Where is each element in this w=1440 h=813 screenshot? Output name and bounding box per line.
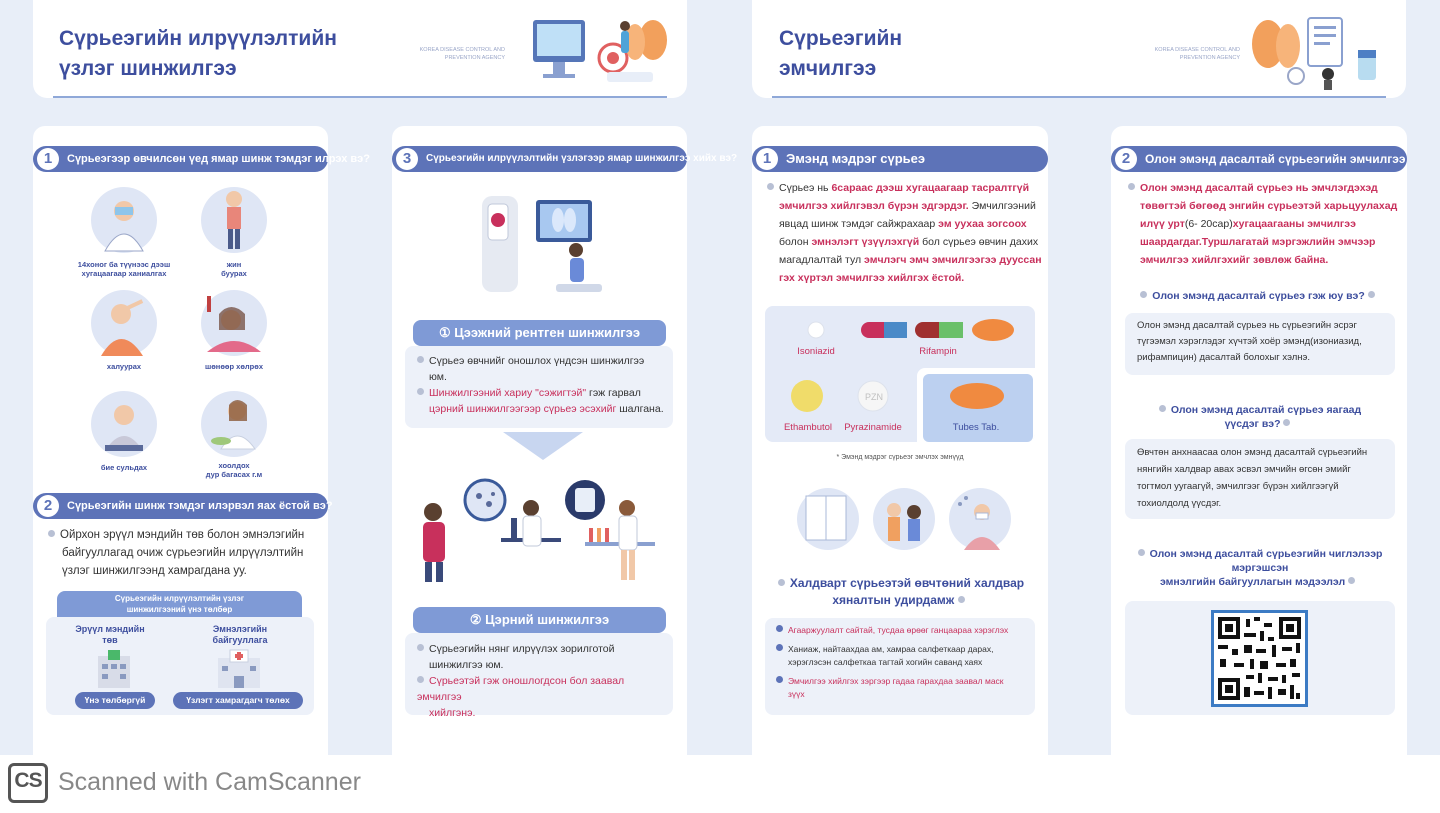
text-line: Ханиаж, найтаахдаа ам, хамраа салфеткаар дарах, [788, 644, 994, 654]
text-line: хэрэглэсэн салфеткаа тагтай хогийн саванд хаях [788, 657, 983, 667]
text-line: болон [779, 236, 812, 248]
text-line: Сүрьеэ өвчнийг оношлох үндсэн шинжилгээ [429, 355, 645, 367]
bullet-dot [1138, 549, 1145, 556]
fee-right-label [192, 624, 288, 646]
symptom-line1: шөнөөр хөлрөх [204, 362, 264, 371]
left-header [33, 0, 687, 98]
section-title: Олон эмэнд дасалтай сүрьеэгийн эмчилгээ [1145, 152, 1406, 166]
bullet-dot [1140, 291, 1147, 298]
text-line: Олон эмэнд дасалтай сүрьеэ нь эмчлэгдэхэд [1140, 182, 1378, 194]
question-text: Олон эмэнд дасалтай сүрьеэ яагаад [1170, 404, 1362, 416]
highlight-text: цэрний шинжилгээгээр сүрьеэ эсэхийг [429, 403, 617, 415]
drug-isoniazid: Isoniazid [797, 346, 835, 357]
section1-heading-left [33, 146, 370, 172]
symptom-weightloss-image [201, 187, 267, 253]
text-line: тогтмол уугаагүй, эмчилгээг бүрэн хийлгээгүй [1137, 481, 1339, 492]
section-title: Сүрьеэгийн шинж тэмдэг илэрвэл яах ёстой вэ? [67, 500, 333, 512]
bullet-dot [1128, 183, 1135, 190]
highlight-text: эмчлэгч эмч эмчилгээгээ дууссан [864, 254, 1042, 266]
right-header-underline [772, 96, 1386, 98]
bullet-dot [776, 625, 783, 632]
highlight-text: хийлгэнэ. [429, 707, 476, 719]
text-line: төвөгтэй бөгөөд энгийн сүрьеэтэй харьцуулахад [1140, 200, 1398, 212]
answer-1 [1137, 318, 1389, 366]
left-title-line1: Сүрьеэгийн илрүүлэлтийн [59, 27, 337, 50]
text-line: байгууллагад очиж сүрьеэгийн илрүүлэлтийн [62, 547, 304, 559]
highlight-text: эм уухаа зогсоох [938, 218, 1027, 230]
highlight-text: гэх хүртэл эмчилгээ хийлгэх ёстой. [779, 272, 965, 284]
question-mdr-hospitals [1125, 547, 1395, 589]
bullet-dot [776, 676, 783, 683]
symptom-nightsweat-image [201, 290, 267, 356]
text-line: Олон эмэнд дасалтай сүрьеэ нь сүрьеэгийн эсрэг [1137, 320, 1357, 331]
highlight-text: Шинжилгээний хариу "сэжигтэй" [429, 387, 587, 399]
medical-illustration [523, 12, 673, 90]
symptom-label [185, 260, 283, 278]
text-line: шаардагдаг.Туршлагатай мэргэжлийн эмчээр [1140, 236, 1376, 248]
bullet-dot [417, 676, 424, 683]
symptom-fever-image [91, 290, 157, 356]
right-agency-line1: KOREA DISEASE CONTROL AND [1154, 47, 1240, 53]
highlight-text: эмчилгээ хийлгэвэл бүрэн эдгэрдэг. [779, 200, 969, 212]
right-section2-heading [1111, 146, 1407, 172]
bullet-dot [1159, 405, 1166, 412]
highlight-text: Сүрьеэтэй гэж оношлогдсон бол заавал эмчилгээ [417, 675, 625, 703]
bullet-dot [417, 356, 424, 363]
text-line: үзлэг шинжилгээнд хамрагдана уу. [62, 565, 247, 577]
symptom-line1: 14хоног ба түүнээс дээш [77, 260, 171, 269]
symptom-line1: бие сульдах [100, 463, 148, 472]
health-center-icon [96, 650, 132, 690]
section-title: Сүрьеэгийн илрүүлэлтийн үзлэгээр ямар шинжилгээ хийх вэ? [426, 153, 738, 164]
section-number: 2 [37, 495, 59, 517]
sputum-title: ② Цэрний шинжилгээ [413, 607, 666, 633]
symptom-label [65, 362, 183, 371]
symptom-line2: хугацаагаар ханиалгах [81, 269, 167, 278]
text-line: түгээмэл хэрэглэдэг хүчтэй хоёр эмэнд(изониазид, [1137, 336, 1362, 347]
text-line: Эмчилгээний [968, 200, 1036, 212]
text-line: зүүх [788, 689, 805, 699]
bullet-dot [958, 596, 965, 603]
bullet-dot [1368, 291, 1375, 298]
text-line: шалгана. [616, 403, 664, 415]
right-section1-heading [752, 146, 1048, 172]
drug-ethambutol: Ethambutol [783, 422, 833, 433]
text-line: илүү урт [1140, 218, 1185, 230]
text-line: нянгийн халдвар авах эсвэл эмчийн өгсөн эмийг [1137, 464, 1351, 475]
fee-left-line1: Эрүүл мэндийн [75, 624, 145, 634]
question-text: мэргэшсэн [1231, 562, 1289, 574]
right-agency-line2: PREVENTION AGENCY [1179, 55, 1240, 61]
bullet-dot [48, 530, 55, 537]
answer-2 [1137, 444, 1389, 512]
bullet-dot [778, 579, 785, 586]
right-header [752, 0, 1406, 98]
text-line: бол сүрьеэ өвчин дахих [919, 236, 1039, 248]
paid-badge: Үзлэгт хамрагдагч төлөх [173, 692, 303, 709]
symptom-fatigue-image [91, 391, 157, 457]
xray-text [417, 353, 669, 417]
text-line: Сүрьеэгийн нянг илрүүлэх зорилготой [429, 643, 615, 655]
symptom-line2: буурах [221, 269, 247, 278]
text-line: Эмчилгээ хийлгэх зэргээр гадаа гарахдаа заавал маск [788, 676, 1004, 686]
left-title-line2: үзлэг шинжилгээ [59, 57, 237, 80]
question-text: эмнэлгийн байгууллагын мэдээлэл [1159, 576, 1346, 588]
fee-right-line1: Эмнэлэгийн [212, 624, 268, 634]
drug-rifampin: Rifampin [919, 346, 957, 357]
bullet-dot [417, 388, 424, 395]
hospital-icon [216, 648, 262, 690]
section3-heading [392, 146, 738, 172]
symptom-line2: дур багасах г.м [205, 470, 263, 479]
fee-title-line1: Сүрьеэгийн илрүүлэлтийн үзлэг [114, 594, 245, 603]
left-title [59, 24, 337, 84]
text-line: магадлалтай тул [779, 254, 865, 266]
question-why-mdr [1125, 403, 1395, 431]
xray-machine-illustration [466, 186, 616, 304]
text-line: хугацаагааны эмчилгээ [1232, 218, 1356, 230]
text-line: (6- 20сар) [1184, 218, 1233, 230]
text-line: тохиолдолд үүсдэг. [1137, 498, 1222, 509]
left-agency-line2: PREVENTION AGENCY [444, 55, 505, 61]
infection-control-title [770, 575, 1032, 609]
mdr-intro-text [1128, 179, 1403, 269]
fee-title-line2: шинжилгээний үнэ төлбөр [126, 605, 233, 614]
symptom-label [185, 362, 283, 371]
svg-text:PZN: PZN [865, 392, 883, 402]
text-line: шинжилгээ юм. [429, 659, 504, 671]
section-number: 1 [756, 148, 778, 170]
bullet-dot [417, 644, 424, 651]
right-title [779, 24, 902, 84]
fee-left-line2: төв [102, 635, 118, 645]
text-line: гэж гарвал [586, 387, 641, 399]
free-badge: Үнэ төлбөргүй [75, 692, 155, 709]
section-title: Эмэнд мэдрэг сүрьеэ [786, 151, 926, 166]
section2-heading-left [33, 493, 333, 519]
section-title: Сүрьеэгээр өвчилсөн үед ямар шинж тэмдэг илрэх вэ? [67, 153, 370, 165]
camscanner-logo [8, 763, 48, 803]
question-text: Олон эмэнд дасалтай сүрьеэгийн чиглэлээр [1149, 548, 1383, 560]
text-line: юм. [429, 371, 447, 383]
right-title-line1: Сүрьеэгийн [779, 27, 903, 50]
symptom-label [65, 463, 183, 472]
highlight-text: эмнэлэгт үзүүлэхгүй [811, 236, 920, 248]
symptom-cough-image [91, 187, 157, 253]
section-number: 3 [396, 148, 418, 170]
question-text: Олон эмэнд дасалтай сүрьеэ гэж юу вэ? [1152, 290, 1365, 302]
right-title-line2: эмчилгээ [779, 57, 877, 80]
infection-control-illustration [796, 486, 1012, 552]
arrow-down-icon [503, 432, 583, 462]
fee-left-label [62, 624, 158, 646]
xray-title: ① Цээжний рентген шинжилгээ [413, 320, 666, 346]
text-line: явцад шинж тэмдэг сайжрахаар [779, 218, 939, 230]
right-agency [1140, 46, 1240, 62]
left-agency [405, 46, 505, 62]
treatment-illustration [1246, 10, 1396, 92]
drug-sensitive-text [767, 179, 1045, 287]
left-header-underline [53, 96, 667, 98]
left-agency-line1: KOREA DISEASE CONTROL AND [419, 47, 505, 53]
text-line: Ойрхон эрүүл мэндийн төв болон эмнэлэгийн [60, 529, 305, 541]
drug-tubes-tab: Tubes Tab. [952, 422, 1000, 433]
qr-code-image [1214, 613, 1305, 704]
section2-text [48, 526, 318, 580]
drug-pyrazinamide: Pyrazinamide [844, 422, 902, 433]
bullet-dot [767, 183, 774, 190]
symptom-line1: жин [226, 260, 242, 269]
fee-right-line2: байгууллага [212, 635, 268, 645]
camscanner-logo-text: CS [14, 769, 42, 792]
question-text: үүсдэг вэ? [1224, 418, 1281, 430]
symptom-line1: халуурах [106, 362, 142, 371]
section-number: 1 [37, 148, 59, 170]
bullet-dot [776, 644, 783, 651]
text-line: Агааржуулалт сайтай, тусдаа өрөөг ганцаараа хэрэглэх [788, 625, 1009, 635]
symptom-line1: хоолдох [218, 461, 250, 470]
text-line: рифампицин) дасалтай болохыг хэлнэ. [1137, 352, 1311, 363]
drug-note: * Эмэнд мэдрэг сүрьеэг эмчлэх эмнүүд [836, 454, 964, 461]
qr-code[interactable] [1211, 610, 1308, 707]
text-line: Өвчтөн анхнаасаа олон эмэнд дасалтай сүрьеэгийн [1137, 447, 1368, 458]
bullet-dot [1283, 419, 1290, 426]
lab-illustration [415, 478, 665, 586]
symptom-label [65, 260, 183, 278]
camscanner-watermark: Scanned with CamScanner [58, 768, 361, 796]
bullet-dot [1348, 577, 1355, 584]
symptom-label [185, 461, 283, 479]
infection-control-text [776, 624, 1032, 701]
text-line: эмчилгээ хийлгэхийг зөвлөж байна. [1140, 254, 1329, 266]
title-line: хяналтын удирдамж [832, 593, 955, 607]
highlight-text: 6сараас дээш хугацаагаар тасралтгүй [831, 182, 1030, 194]
title-line: Халдварт сүрьеэтэй өвчтөний халдвар [789, 576, 1025, 590]
text-line: Сүрьеэ нь [779, 182, 832, 194]
question-what-is-mdr [1125, 290, 1395, 302]
fee-title [57, 591, 302, 617]
sputum-text [417, 641, 669, 721]
symptom-appetite-image [201, 391, 267, 457]
section-number: 2 [1115, 148, 1137, 170]
